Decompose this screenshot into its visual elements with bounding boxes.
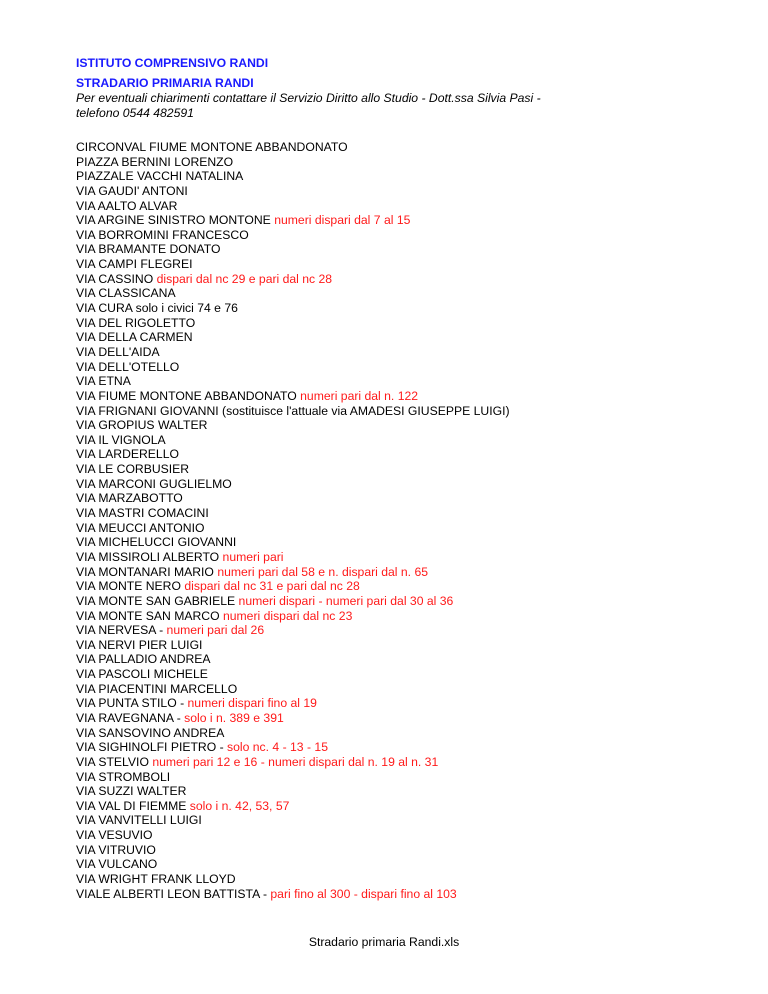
document-page	[76, 56, 696, 917]
street-row	[76, 389, 696, 404]
street-row	[76, 828, 696, 843]
street-house-numbers-note: numeri pari dal n. 122	[300, 388, 419, 403]
street-house-numbers-note: solo nc. 4 - 13 - 15	[227, 740, 328, 755]
street-name: VIA LARDERELLO	[76, 447, 179, 462]
street-house-numbers-note: pari fino al 300 - dispari fino al 103	[270, 886, 457, 901]
document-title: STRADARIO PRIMARIA RANDI	[76, 76, 254, 90]
street-name: VIA NERVESA -	[76, 623, 167, 638]
street-name: VIA IL VIGNOLA	[76, 432, 166, 447]
street-house-numbers-note: numeri dispari dal nc 23	[222, 608, 353, 623]
street-name: VIA SANSOVINO ANDREA	[76, 725, 225, 740]
street-row	[76, 374, 696, 389]
street-row	[76, 286, 696, 301]
street-row	[76, 316, 696, 331]
street-row	[76, 711, 696, 726]
street-house-numbers-note: dispari dal nc 29 e pari dal nc 28	[156, 271, 333, 286]
street-name: VIA CLASSICANA	[76, 286, 176, 301]
street-name: VIA CURA solo i civici 74 e 76	[76, 301, 238, 316]
street-name: VIA STELVIO	[76, 754, 153, 769]
street-row	[76, 565, 696, 580]
street-name: VIA VULCANO	[76, 857, 158, 872]
street-row	[76, 330, 696, 345]
street-row	[76, 272, 696, 287]
street-row	[76, 740, 696, 755]
street-row	[76, 579, 696, 594]
street-name: VIA DELL'OTELLO	[76, 359, 180, 374]
street-name: VIA SUZZI WALTER	[76, 784, 187, 799]
street-name: VIA NERVI PIER LUIGI	[76, 637, 203, 652]
street-row	[76, 477, 696, 492]
street-row	[76, 521, 696, 536]
street-name: VIA BRAMANTE DONATO	[76, 242, 221, 257]
street-row	[76, 155, 696, 170]
street-name: VIALE ALBERTI LEON BATTISTA -	[76, 886, 271, 901]
street-name: PIAZZALE VACCHI NATALINA	[76, 169, 244, 184]
street-row	[76, 360, 696, 375]
street-row	[76, 169, 696, 184]
street-name: VIA MISSIROLI ALBERTO	[76, 549, 223, 564]
street-name: VIA MARCONI GUGLIELMO	[76, 476, 232, 491]
street-house-numbers-note: numeri dispari dal 7 al 15	[274, 213, 411, 228]
street-row	[76, 857, 696, 872]
street-row	[76, 843, 696, 858]
street-row	[76, 667, 696, 682]
street-row	[76, 418, 696, 433]
street-list	[76, 140, 696, 901]
street-name: VIA GROPIUS WALTER	[76, 418, 208, 433]
street-row	[76, 652, 696, 667]
street-name: VIA MASTRI COMACINI	[76, 506, 209, 521]
street-name: VIA CAMPI FLEGREI	[76, 257, 193, 272]
street-row	[76, 404, 696, 419]
street-name: VIA MEUCCI ANTONIO	[76, 520, 205, 535]
street-name: VIA DELL'AIDA	[76, 344, 160, 359]
street-row	[76, 755, 696, 770]
street-row	[76, 506, 696, 521]
street-row	[76, 301, 696, 316]
street-row	[76, 770, 696, 785]
street-row	[76, 594, 696, 609]
street-row	[76, 242, 696, 257]
street-row	[76, 462, 696, 477]
street-house-numbers-note: numeri pari dal 26	[166, 623, 265, 638]
street-row	[76, 199, 696, 214]
street-name: VIA PUNTA STILO -	[76, 696, 188, 711]
street-row	[76, 784, 696, 799]
street-name: VIA PALLADIO ANDREA	[76, 652, 211, 667]
street-name: VIA ARGINE SINISTRO MONTONE	[76, 213, 275, 228]
street-name: VIA SIGHINOLFI PIETRO -	[76, 740, 228, 755]
street-name: VIA FIUME MONTONE ABBANDONATO	[76, 388, 301, 403]
street-row	[76, 609, 696, 624]
street-name: VIA VESUVIO	[76, 828, 153, 843]
footer-filename: Stradario primaria Randi.xls	[308, 935, 460, 949]
street-name: VIA PASCOLI MICHELE	[76, 667, 208, 682]
street-name: VIA VAL DI FIEMME	[76, 798, 190, 813]
institute-heading: ISTITUTO COMPRENSIVO RANDI	[76, 56, 269, 70]
street-name: VIA WRIGHT FRANK LLOYD	[76, 872, 236, 887]
street-row	[76, 682, 696, 697]
street-row	[76, 872, 696, 887]
street-name: VIA VANVITELLI LUIGI	[76, 813, 202, 828]
street-name: VIA PIACENTINI MARCELLO	[76, 681, 238, 696]
street-name: VIA ETNA	[76, 374, 131, 389]
street-house-numbers-note: numeri pari dal 58 e n. dispari dal n. 65	[217, 564, 429, 579]
street-name: VIA MONTANARI MARIO	[76, 564, 218, 579]
street-name: VIA FRIGNANI GIOVANNI (sostituisce l'attuale via AMADESI GIUSEPPE LUIGI)	[76, 403, 510, 418]
street-row	[76, 696, 696, 711]
street-name: CIRCONVAL FIUME MONTONE ABBANDONATO	[76, 140, 348, 154]
street-row	[76, 228, 696, 243]
street-name: VIA CASSINO	[76, 271, 157, 286]
contact-line-2: telefono 0544 482591	[76, 106, 194, 120]
street-row	[76, 799, 696, 814]
street-row	[76, 213, 696, 228]
street-row	[76, 813, 696, 828]
street-house-numbers-note: numeri dispari fino al 19	[187, 696, 317, 711]
street-row	[76, 491, 696, 506]
street-row	[76, 345, 696, 360]
street-name: VIA DELLA CARMEN	[76, 330, 193, 345]
street-house-numbers-note: numeri dispari - numeri pari dal 30 al 36	[238, 593, 454, 608]
street-row	[76, 638, 696, 653]
street-house-numbers-note: solo i n. 42, 53, 57	[189, 798, 290, 813]
street-house-numbers-note: solo i n. 389 e 391	[184, 710, 284, 725]
contact-line-1: Per eventuali chiarimenti contattare il Servizio Diritto allo Studio - Dott.ssa Silvia Pasi -	[76, 91, 541, 105]
street-name: VIA LE CORBUSIER	[76, 462, 190, 477]
street-row	[76, 887, 696, 902]
street-name: VIA AALTO ALVAR	[76, 198, 178, 213]
street-house-numbers-note: dispari dal nc 31 e pari dal nc 28	[184, 579, 360, 594]
street-house-numbers-note: numeri pari	[222, 549, 284, 564]
street-name: VIA MICHELUCCI GIOVANNI	[76, 535, 237, 550]
street-name: VIA GAUDI' ANTONI	[76, 183, 188, 198]
street-row	[76, 447, 696, 462]
street-row	[76, 726, 696, 741]
street-name: VIA RAVEGNANA -	[76, 710, 185, 725]
street-name: VIA MONTE SAN MARCO	[76, 608, 223, 623]
street-name: VIA DEL RIGOLETTO	[76, 315, 196, 330]
street-name: PIAZZA BERNINI LORENZO	[76, 154, 234, 169]
street-row	[76, 140, 696, 155]
street-row	[76, 433, 696, 448]
street-name: VIA MONTE NERO	[76, 579, 185, 594]
street-name: VIA BORROMINI FRANCESCO	[76, 227, 249, 242]
street-row	[76, 623, 696, 638]
street-house-numbers-note: numeri pari 12 e 16 - numeri dispari dal n. 19 al n. 31	[152, 754, 439, 769]
street-row	[76, 535, 696, 550]
street-name: VIA MARZABOTTO	[76, 491, 183, 506]
street-name: VIA VITRUVIO	[76, 842, 156, 857]
street-name: VIA STROMBOLI	[76, 769, 171, 784]
street-row	[76, 550, 696, 565]
street-row	[76, 257, 696, 272]
street-row	[76, 184, 696, 199]
street-name: VIA MONTE SAN GABRIELE	[76, 593, 239, 608]
